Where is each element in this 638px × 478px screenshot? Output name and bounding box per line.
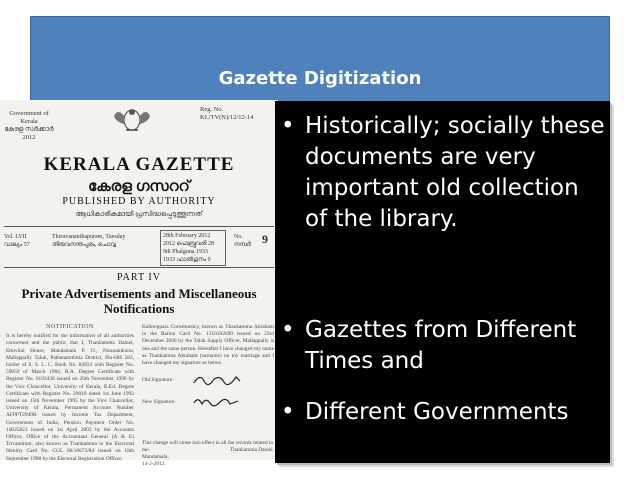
bullet-dot: • xyxy=(281,113,295,139)
gazette-footer xyxy=(142,440,274,468)
handwritten-signature xyxy=(192,393,242,409)
kerala-emblem-icon xyxy=(112,102,152,134)
gazette-footer-name: Thankamma Daniel. xyxy=(229,447,274,453)
gazette-new-sig-label: New Signature: xyxy=(142,399,176,406)
gazette-date1-mal: 2012 ഫെബ്രുവരി 28 xyxy=(163,241,214,247)
gazette-section-title: Private Advertisements and Miscellaneous Notifications xyxy=(21,286,257,316)
gazette-old-sig-label: Old Signature: xyxy=(142,377,174,384)
gazette-footer-date: 14-2-2012. xyxy=(142,461,166,467)
gazette-date-box xyxy=(160,230,226,266)
gazette-left-column xyxy=(6,324,134,463)
bullet-item xyxy=(281,111,605,235)
gazette-old-signature-row xyxy=(142,371,274,389)
gazette-left-heading: NOTIFICATION xyxy=(46,324,94,330)
gazette-reg-no: Reg. No. xyxy=(200,106,224,113)
title-bar xyxy=(30,16,610,102)
gazette-date2: 9th Phalguna 1933 xyxy=(163,249,208,255)
gazette-volume-block xyxy=(4,233,44,249)
gazette-no-block xyxy=(234,233,258,249)
gazette-published-mal: ആധികാരികമായി പ്രസിദ്ധപ്പെടുത്തുന്നത് xyxy=(75,210,203,218)
content-panel xyxy=(275,101,610,463)
bullet-dot: • xyxy=(281,399,295,425)
bullet-text: Historically; socially these documents are very important old collection of the library. xyxy=(305,113,605,232)
gazette-place: Thiruvananthapuram, Tuesday xyxy=(52,234,126,240)
gazette-volume-mal: വാല്യം 57 xyxy=(4,242,30,248)
gazette-number: 9 xyxy=(262,232,268,246)
gazette-place-mal: തിരുവനന്തപുരം, ചൊവ്വ xyxy=(52,242,116,248)
gazette-published: PUBLISHED BY AUTHORITY xyxy=(62,196,216,207)
gazette-year: 2012 xyxy=(22,134,36,141)
handwritten-signature xyxy=(192,371,242,387)
bullet-item xyxy=(281,315,605,377)
gazette-date2-mal: 1933 ഫാൽഗുനം 9 xyxy=(163,257,211,263)
gazette-footer-place: Mandamala, xyxy=(142,454,169,460)
gazette-government-mal: കേരള സർക്കാർ xyxy=(4,126,54,133)
gazette-volume: Vol. LVII xyxy=(4,234,27,240)
gazette-right-text: Kallooppara Constituency, known as Thankamma Abraham in the Ration Card No. 1310102690 issued on 23rd December 2000 by the Taluk Supply Officer, Mallappally is one and the same person. Hereafter I have changed my name as Thankamma Abraham (surname) on my marriage and I have changed my signature as below. xyxy=(142,324,274,367)
bullet-text: Gazettes from Different Times and xyxy=(305,317,577,374)
bullet-item xyxy=(281,397,605,428)
gazette-reg-code: KL/TV(N)/12/12-14 xyxy=(200,114,254,121)
gazette-registration xyxy=(200,106,276,122)
gazette-masthead: KERALA GAZETTE xyxy=(43,154,235,175)
gazette-no-mal: നമ്പർ xyxy=(234,242,251,248)
bullet-dot: • xyxy=(281,317,295,343)
gazette-right-column xyxy=(142,324,274,411)
gazette-image xyxy=(0,100,278,467)
gazette-place-block xyxy=(52,233,152,249)
gazette-masthead-mal: കേരള ഗസററ് xyxy=(88,179,190,195)
gazette-footer-text: This change will come into effect in all the records related to me. xyxy=(142,440,274,453)
bullet-list xyxy=(275,101,610,463)
gazette-left-text: It is hereby notified for the information of all authorities concerned and the public that I, Thankamma Daniel, Ettuvilal House, Mandamala P. O., Paranamkunu, Mallappally Taluk, Pathanamthitta District, Pin-689 583, holder of S. S. L. C. Book No. 84933 with Register No. 59059 of March 1984, B.A. Degree Certificate with Register No. 9193436 issued on 20th November 1990 by the Vice Chancellor, University of Kerala, B.Ed. Degree Certificate with Register No. 29010 dated 1st June 1993 issued on 15th November 1995 by the Vice Chancellor, University of Kerala, Permanent Account Number AFPPT2949R issued by Income Tax Department, Government of India, Pension Payment Order No. 10025823 issued on 1st April 2002 by the Accounts Officer, Office of the Accountant General (A & E) Trivandrum, also known as Thankamma in the Electoral Identity Card No. CGL 06/10672/84 issued on 18th September 1998 by the Electoral Registration Officer, xyxy=(6,333,134,462)
gazette-government-block xyxy=(4,110,54,142)
gazette-part: PART IV xyxy=(117,272,161,283)
bullet-text: Different Governments xyxy=(305,399,569,425)
slide-title: Gazette Digitization xyxy=(218,68,422,89)
gazette-government: Government of Kerala xyxy=(9,110,49,125)
gazette-date1: 28th February 2012 xyxy=(163,233,211,239)
gazette-info-row xyxy=(4,226,274,268)
gazette-no-label: No. xyxy=(234,234,243,240)
gazette-new-signature-row xyxy=(142,393,274,411)
